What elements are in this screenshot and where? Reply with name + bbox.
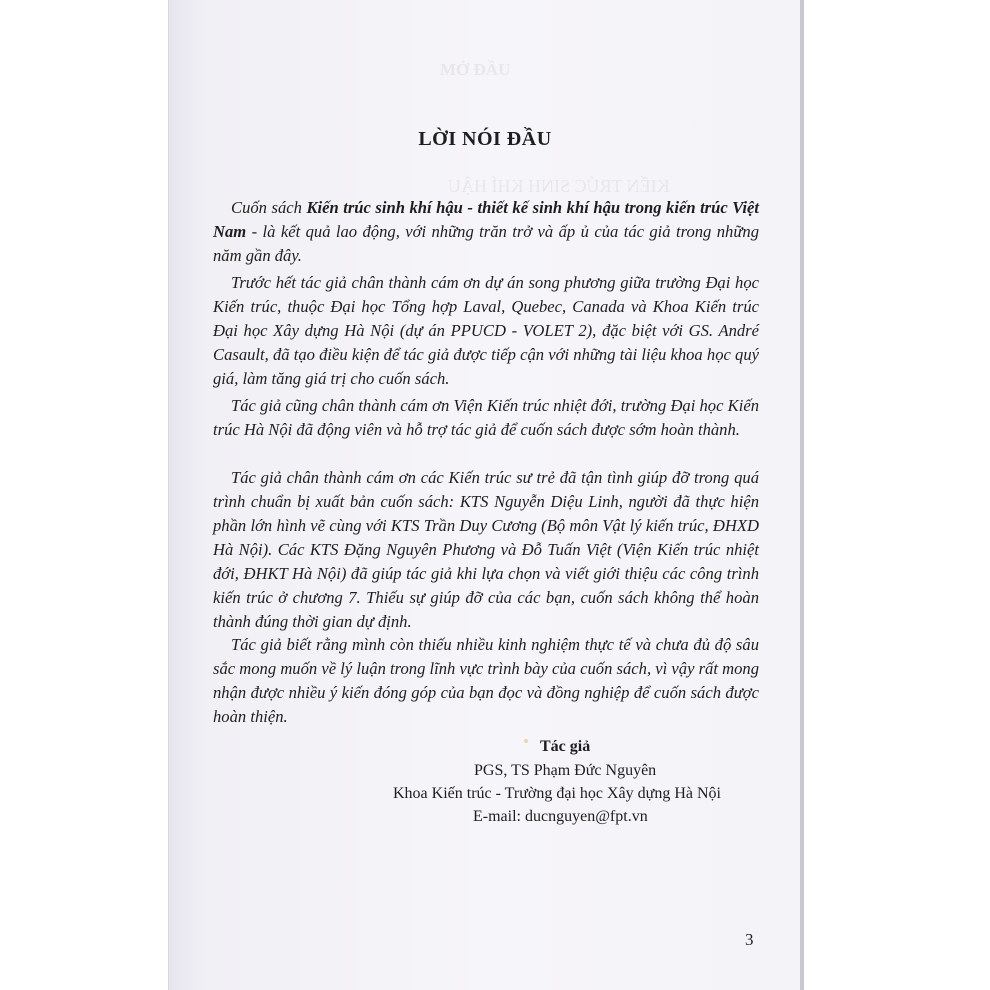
author-email: E-mail: ducnguyen@fpt.vn bbox=[473, 808, 648, 825]
author-name: PGS, TS Phạm Đức Nguyên bbox=[474, 762, 657, 779]
book-title-bold: Kiến trúc sinh khí hậu - thiết kế sinh khí hậu trong kiến trúc Việt Nam bbox=[213, 198, 760, 241]
page-title: LỜI NÓI ĐẦU bbox=[418, 128, 552, 150]
page-number: 3 bbox=[745, 930, 754, 949]
show-through-title: KIẾN TRÚC SINH KHÍ HẬU bbox=[448, 176, 670, 196]
paragraph-1-rest: - là kết quả lao động, với những trăn trở và ấp ủ của tác giả trong những năm gần đây. bbox=[213, 222, 759, 265]
ink-speck bbox=[524, 739, 528, 743]
paragraph-1-lead: Cuốn sách bbox=[231, 198, 307, 217]
signature-title: Tác giả bbox=[540, 738, 591, 755]
paragraph-3: Tác giả cũng chân thành cám ơn Viện Kiến trúc nhiệt đới, trường Đại học Kiến trúc Hà Nội đã động viên và hỗ trợ tác giả để cuốn sách được sớm hoàn thành. bbox=[213, 396, 759, 439]
paragraph-1 bbox=[213, 196, 759, 268]
author-organization: Khoa Kiến trúc - Trường đại học Xây dựng Hà Nội bbox=[393, 785, 721, 802]
paragraph-5: Tác giả biết rằng mình còn thiếu nhiều kinh nghiệm thực tế và chưa đủ độ sâu sắc mong muốn về lý luận trong lĩnh vực trình bày của cuốn sách, vì vậy rất mong nhận được nhiều ý kiến đóng góp của bạn đọc và đồng nghiệp để cuốn sách được hoàn thiện. bbox=[213, 635, 759, 726]
paragraph-4: Tác giả chân thành cám ơn các Kiến trúc sư trẻ đã tận tình giúp đỡ trong quá trình chuẩn bị xuất bản cuốn sách: KTS Nguyễn Diệu Linh, người đã thực hiện phần lớn hình vẽ cùng với KTS Trần Duy Cương (Bộ môn Vật lý kiến trúc, ĐHXD Hà Nội). Các KTS Đặng Nguyên Phương và Đỗ Tuấn Việt (Viện Kiến trúc nhiệt đới, ĐHKT Hà Nội) đã giúp tác giả khi lựa chọn và viết giới thiệu các công trình kiến trúc ở chương 7. Thiếu sự giúp đỡ của các bạn, cuốn sách không thể hoàn thành đúng thời gian dự định. bbox=[213, 468, 759, 631]
show-through-heading: MỞ ĐẦU bbox=[440, 60, 511, 79]
paragraph-2: Trước hết tác giả chân thành cám ơn dự án song phương giữa trường Đại học Kiến trúc, thuộc Đại học Tổng hợp Laval, Quebec, Canada và Khoa Kiến trúc Đại học Xây dựng Hà Nội (dự án PPUCD - VOLET 2), đặc biệt với GS. André Casault, đã tạo điều kiện để tác giả được tiếp cận với những tài liệu khoa học quý giá, làm tăng giá trị cho cuốn sách. bbox=[213, 273, 759, 388]
